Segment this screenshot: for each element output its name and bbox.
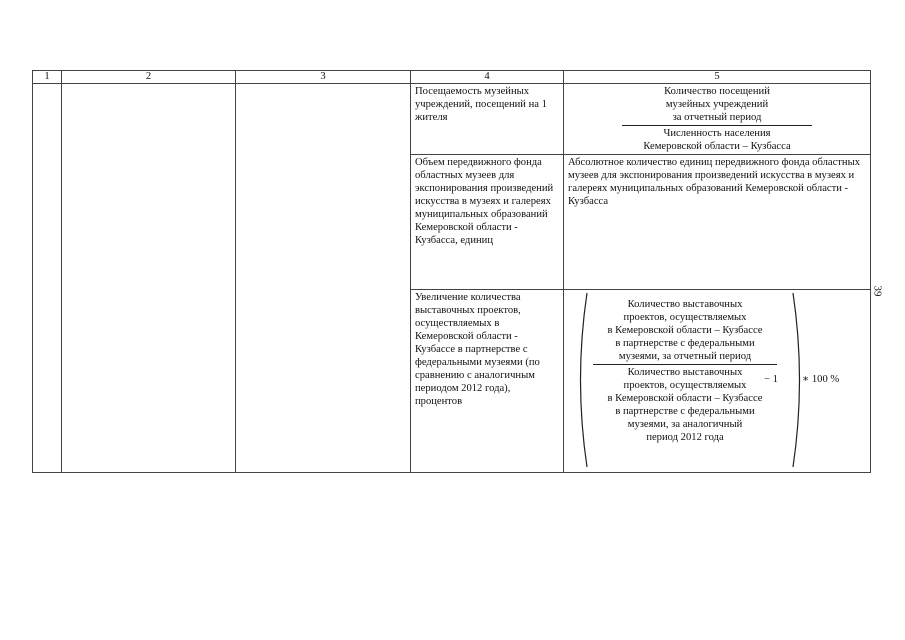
percent-formula: [568, 290, 866, 472]
numerator: [664, 85, 770, 124]
formula-line: Количество посещений: [664, 86, 770, 97]
header-cell: 4: [411, 71, 564, 84]
formula-line: проектов, осуществляемых: [623, 312, 747, 323]
formula-line: Кемеровской области – Кузбасса: [643, 141, 791, 152]
page-number: 39: [871, 285, 884, 297]
formula-line: за отчетный период: [672, 112, 762, 123]
formula-text: Абсолютное количество единиц передвижного фонда областных музеев для экспонирования произведений искусства в музеях и галереях муниципальных образований Кемеровской области - Кузбасса: [564, 155, 871, 290]
formula-line: музеями, за отчетный период: [618, 351, 752, 362]
indicator-name: Посещаемость музейных учреждений, посещений на 1 жителя: [411, 84, 564, 155]
header-row: [33, 71, 871, 84]
formula-line: Численность населения: [663, 128, 771, 139]
formula-line: проектов, осуществляемых: [623, 380, 747, 391]
formula-line: в Кемеровской области – Кузбассе: [607, 325, 763, 336]
formula-line: в Кемеровской области – Кузбассе: [607, 393, 763, 404]
header-cell: 1: [33, 71, 62, 84]
formula-line: Количество выставочных: [627, 299, 743, 310]
empty-cell-col3: [236, 84, 411, 473]
numerator: [580, 298, 790, 363]
indicator-table: [32, 70, 871, 473]
denominator: [580, 366, 790, 444]
formula-line: музейных учреждений: [665, 99, 769, 110]
formula-line: музеями, за аналогичный: [627, 419, 743, 430]
formula-line: в партнерстве с федеральными: [615, 338, 755, 349]
minus-one: − 1: [764, 374, 778, 385]
indicator-name: Увеличение количества выставочных проектов, осуществляемых в Кемеровской области - Кузбассе в партнерстве с федеральными музеями (по сравнению с аналогичным периодом 2012 года), процентов: [411, 290, 564, 473]
indicator-name: Объем передвижного фонда областных музеев для экспонирования произведений искусства в музеях и галереях муниципальных образований Кемеровской области - Кузбасса, единиц: [411, 155, 564, 290]
formula-line: в партнерстве с федеральными: [615, 406, 755, 417]
formula-cell: [564, 84, 871, 155]
empty-cell-col1: [33, 84, 62, 473]
fraction-bar: [622, 125, 812, 126]
header-cell: 5: [564, 71, 871, 84]
fraction-formula: [568, 85, 866, 153]
formula-line: период 2012 года: [646, 432, 724, 443]
ratio: [580, 298, 790, 444]
header-cell: 3: [236, 71, 411, 84]
empty-cell-col2: [62, 84, 236, 473]
formula-cell: [564, 290, 871, 473]
denominator: [643, 127, 790, 153]
table-row: [33, 84, 871, 155]
formula-line: Количество выставочных: [627, 367, 743, 378]
times-hundred-percent: ∗ 100 %: [802, 374, 840, 385]
fraction-bar: [593, 364, 777, 365]
header-cell: 2: [62, 71, 236, 84]
